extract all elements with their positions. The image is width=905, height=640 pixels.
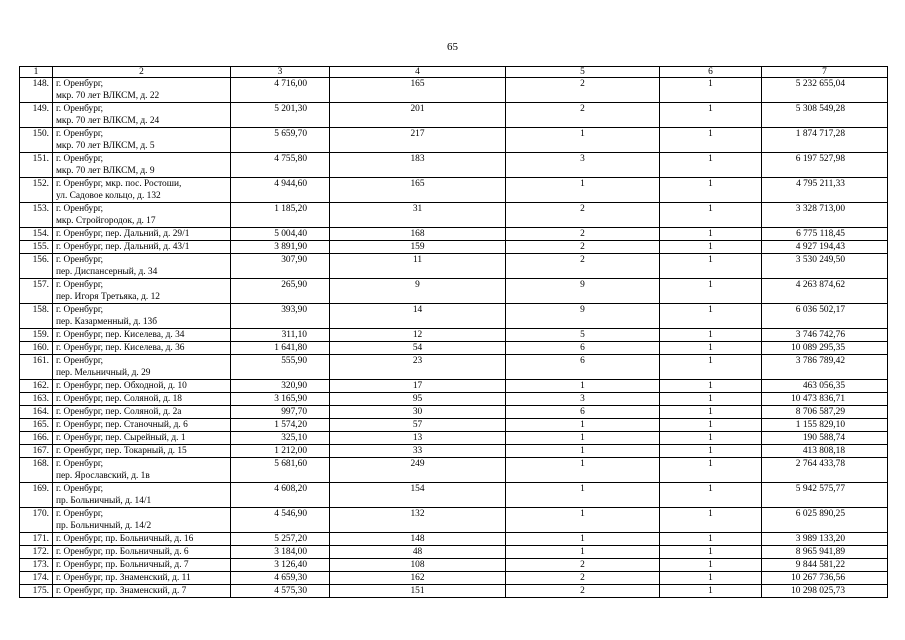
column-6-cell: 1 [660,406,762,419]
address-line: г. Оренбург, [56,129,104,139]
column-5-cell: 1 [506,483,660,508]
count-cell: 159 [330,241,506,254]
column-5-cell: 2 [506,228,660,241]
address-line: г. Оренбург, [56,509,104,519]
column-5-cell: 3 [506,393,660,406]
column-5-cell: 9 [506,279,660,304]
count-cell: 23 [330,355,506,380]
table-row [20,483,888,508]
table-row [20,572,888,585]
table-row [20,279,888,304]
row-number-cell: 155. [20,241,53,254]
address-line: г. Оренбург, [56,104,104,114]
amount-cell: 3 530 249,50 [762,254,888,279]
column-number: 7 [762,67,888,78]
address-cell [53,254,231,279]
table-row [20,546,888,559]
count-cell: 31 [330,203,506,228]
address-line: пер. Мельничный, д. 29 [56,368,151,378]
address-line: мкр. 70 лет ВЛКСМ, д. 9 [56,166,155,176]
row-number-cell: 174. [20,572,53,585]
address-cell [53,533,231,546]
address-line: г. Оренбург, [56,280,104,290]
address-cell [53,153,231,178]
count-cell: 108 [330,559,506,572]
address-line: г. Оренбург, пер. Киселева, д. 36 [56,343,185,353]
count-cell: 54 [330,342,506,355]
count-cell: 165 [330,178,506,203]
amount-cell: 6 036 502,17 [762,304,888,329]
count-cell: 33 [330,445,506,458]
area-cell: 1 574,20 [231,419,330,432]
address-line: г. Оренбург, пер. Обходной, д. 10 [56,381,187,391]
amount-cell: 8 965 941,89 [762,546,888,559]
amount-cell: 3 989 133,20 [762,533,888,546]
row-number-cell: 170. [20,508,53,533]
row-number-cell: 167. [20,445,53,458]
address-line: г. Оренбург, [56,459,104,469]
address-cell [53,380,231,393]
amount-cell: 4 795 211,33 [762,178,888,203]
row-number-cell: 158. [20,304,53,329]
row-number-cell: 175. [20,585,53,598]
row-number-cell: 164. [20,406,53,419]
row-number-cell: 162. [20,380,53,393]
address-line: г. Оренбург, пр. Больничный, д. 16 [56,534,194,544]
column-number: 3 [231,67,330,78]
count-cell: 11 [330,254,506,279]
table-row [20,342,888,355]
address-line: г. Оренбург, пер. Сырейный, д. 1 [56,433,186,443]
table-row [20,254,888,279]
column-6-cell: 1 [660,279,762,304]
row-number-cell: 154. [20,228,53,241]
column-6-cell: 1 [660,254,762,279]
address-cell [53,393,231,406]
address-line: г. Оренбург, [56,356,104,366]
count-cell: 165 [330,78,506,103]
count-cell: 30 [330,406,506,419]
address-line: г. Оренбург, [56,79,104,89]
area-cell: 1 212,00 [231,445,330,458]
column-5-cell: 1 [506,419,660,432]
address-cell [53,329,231,342]
address-line: г. Оренбург, пер. Токарный, д. 15 [56,446,187,456]
address-cell [53,178,231,203]
address-line: г. Оренбург, [56,255,104,265]
area-cell: 4 716,00 [231,78,330,103]
amount-cell: 3 786 789,42 [762,355,888,380]
address-cell [53,419,231,432]
address-cell [53,304,231,329]
area-cell: 4 944,60 [231,178,330,203]
table-row [20,559,888,572]
column-6-cell: 1 [660,533,762,546]
column-6-cell: 1 [660,585,762,598]
area-cell: 555,90 [231,355,330,380]
table-row [20,432,888,445]
area-cell: 3 126,40 [231,559,330,572]
amount-cell: 10 473 836,71 [762,393,888,406]
area-cell: 5 257,20 [231,533,330,546]
column-6-cell: 1 [660,445,762,458]
address-cell [53,241,231,254]
amount-cell: 9 844 581,22 [762,559,888,572]
column-6-cell: 1 [660,458,762,483]
count-cell: 201 [330,103,506,128]
area-cell: 393,90 [231,304,330,329]
column-6-cell: 1 [660,103,762,128]
table-row [20,406,888,419]
count-cell: 14 [330,304,506,329]
column-6-cell: 1 [660,380,762,393]
address-line: г. Оренбург, пр. Знаменский, д. 7 [56,586,187,596]
address-cell [53,508,231,533]
table-row [20,178,888,203]
column-5-cell: 1 [506,178,660,203]
column-6-cell: 1 [660,153,762,178]
area-cell: 5 681,60 [231,458,330,483]
address-line: г. Оренбург, [56,204,104,214]
address-cell [53,483,231,508]
count-cell: 151 [330,585,506,598]
count-cell: 168 [330,228,506,241]
address-cell [53,355,231,380]
row-number-cell: 166. [20,432,53,445]
column-6-cell: 1 [660,355,762,380]
column-6-cell: 1 [660,432,762,445]
amount-cell: 10 267 736,56 [762,572,888,585]
table-row [20,241,888,254]
area-cell: 320,90 [231,380,330,393]
address-line: г. Оренбург, [56,484,104,494]
address-line: мкр. 70 лет ВЛКСМ, д. 22 [56,91,160,101]
address-cell [53,406,231,419]
address-line: г. Оренбург, пер. Киселева, д. 34 [56,330,185,340]
address-line: пер. Диспансерный, д. 34 [56,267,158,277]
count-cell: 48 [330,546,506,559]
address-line: г. Оренбург, [56,305,104,315]
address-line: пер. Игоря Третьяка, д. 12 [56,292,160,302]
column-6-cell: 1 [660,128,762,153]
count-cell: 95 [330,393,506,406]
amount-cell: 4 927 194,43 [762,241,888,254]
row-number-cell: 160. [20,342,53,355]
table-row [20,355,888,380]
table-row [20,228,888,241]
column-5-cell: 1 [506,128,660,153]
area-cell: 4 575,30 [231,585,330,598]
count-cell: 217 [330,128,506,153]
address-cell [53,445,231,458]
column-6-cell: 1 [660,546,762,559]
address-cell [53,203,231,228]
count-cell: 57 [330,419,506,432]
area-cell: 4 546,90 [231,508,330,533]
amount-cell: 3 328 713,00 [762,203,888,228]
amount-cell: 190 588,74 [762,432,888,445]
column-5-cell: 6 [506,342,660,355]
address-line: пер. Казарменный, д. 13б [56,317,157,327]
column-6-cell: 1 [660,228,762,241]
column-5-cell: 2 [506,254,660,279]
column-5-cell: 1 [506,380,660,393]
column-5-cell: 2 [506,559,660,572]
address-line: мкр. 70 лет ВЛКСМ, д. 24 [56,116,160,126]
address-line: г. Оренбург, мкр. пос. Ростоши, [56,179,182,189]
table-row [20,419,888,432]
column-5-cell: 2 [506,103,660,128]
column-5-cell: 9 [506,304,660,329]
address-line: пр. Больничный, д. 14/2 [56,521,152,531]
count-cell: 9 [330,279,506,304]
area-cell: 1 641,80 [231,342,330,355]
count-cell: 13 [330,432,506,445]
address-line: ул. Садовое кольцо, д. 132 [56,191,161,201]
registry-table [19,66,888,598]
table-row [20,329,888,342]
row-number-cell: 148. [20,78,53,103]
column-6-cell: 1 [660,393,762,406]
address-line: г. Оренбург, пер. Дальний, д. 43/1 [56,242,190,252]
address-cell [53,228,231,241]
column-5-cell: 6 [506,406,660,419]
area-cell: 4 659,30 [231,572,330,585]
column-5-cell: 1 [506,445,660,458]
address-line: г. Оренбург, пер. Станочный, д. 6 [56,420,188,430]
address-cell [53,78,231,103]
address-cell [53,103,231,128]
count-cell: 249 [330,458,506,483]
amount-cell: 1 155 829,10 [762,419,888,432]
table-row [20,380,888,393]
address-cell [53,559,231,572]
table-row [20,304,888,329]
table-row [20,153,888,178]
area-cell: 997,70 [231,406,330,419]
column-number: 2 [53,67,231,78]
area-cell: 4 755,80 [231,153,330,178]
amount-cell: 413 808,18 [762,445,888,458]
column-6-cell: 1 [660,178,762,203]
column-6-cell: 1 [660,342,762,355]
column-5-cell: 1 [506,458,660,483]
table-row [20,508,888,533]
row-number-cell: 149. [20,103,53,128]
row-number-cell: 168. [20,458,53,483]
count-cell: 17 [330,380,506,393]
table-row [20,445,888,458]
column-5-cell: 2 [506,585,660,598]
row-number-cell: 165. [20,419,53,432]
column-5-cell: 3 [506,153,660,178]
count-cell: 154 [330,483,506,508]
count-cell: 148 [330,533,506,546]
table-row [20,393,888,406]
column-5-cell: 1 [506,508,660,533]
row-number-cell: 153. [20,203,53,228]
amount-cell: 5 942 575,77 [762,483,888,508]
address-line: г. Оренбург, пр. Знаменский, д. 11 [56,573,191,583]
area-cell: 265,90 [231,279,330,304]
area-cell: 5 201,30 [231,103,330,128]
address-cell [53,585,231,598]
area-cell: 5 659,70 [231,128,330,153]
row-number-cell: 151. [20,153,53,178]
table-row [20,533,888,546]
column-5-cell: 5 [506,329,660,342]
amount-cell: 5 308 549,28 [762,103,888,128]
address-cell [53,458,231,483]
column-5-cell: 6 [506,355,660,380]
column-5-cell: 2 [506,78,660,103]
address-line: г. Оренбург, пер. Соляной, д. 2а [56,407,182,417]
address-cell [53,546,231,559]
amount-cell: 463 056,35 [762,380,888,393]
count-cell: 183 [330,153,506,178]
address-line: г. Оренбург, пер. Соляной, д. 18 [56,394,182,404]
column-6-cell: 1 [660,304,762,329]
row-number-cell: 157. [20,279,53,304]
amount-cell: 10 089 295,35 [762,342,888,355]
column-6-cell: 1 [660,241,762,254]
page-number: 65 [447,41,458,53]
row-number-cell: 156. [20,254,53,279]
amount-cell: 6 197 527,98 [762,153,888,178]
amount-cell: 4 263 874,62 [762,279,888,304]
row-number-cell: 171. [20,533,53,546]
column-6-cell: 1 [660,78,762,103]
column-6-cell: 1 [660,483,762,508]
area-cell: 3 184,00 [231,546,330,559]
address-cell [53,432,231,445]
table-row [20,128,888,153]
table-row [20,78,888,103]
column-6-cell: 1 [660,203,762,228]
row-number-cell: 161. [20,355,53,380]
row-number-cell: 150. [20,128,53,153]
count-cell: 162 [330,572,506,585]
column-5-cell: 1 [506,546,660,559]
row-number-cell: 152. [20,178,53,203]
address-line: пр. Больничный, д. 14/1 [56,496,152,506]
amount-cell: 1 874 717,28 [762,128,888,153]
address-cell [53,128,231,153]
amount-cell: 10 298 025,73 [762,585,888,598]
amount-cell: 3 746 742,76 [762,329,888,342]
amount-cell: 5 232 655,04 [762,78,888,103]
column-6-cell: 1 [660,559,762,572]
column-number: 4 [330,67,506,78]
row-number-cell: 159. [20,329,53,342]
area-cell: 3 165,90 [231,393,330,406]
address-line: г. Оренбург, пр. Больничный, д. 6 [56,547,189,557]
row-number-cell: 173. [20,559,53,572]
column-5-cell: 2 [506,572,660,585]
column-5-cell: 2 [506,241,660,254]
address-line: г. Оренбург, пер. Дальний, д. 29/1 [56,229,190,239]
table-row [20,203,888,228]
area-cell: 3 891,90 [231,241,330,254]
row-number-cell: 163. [20,393,53,406]
address-cell [53,572,231,585]
area-cell: 307,90 [231,254,330,279]
count-cell: 132 [330,508,506,533]
address-cell [53,279,231,304]
address-line: мкр. 70 лет ВЛКСМ, д. 5 [56,141,155,151]
address-line: пер. Ярославский, д. 1в [56,471,150,481]
area-cell: 325,10 [231,432,330,445]
amount-cell: 6 025 890,25 [762,508,888,533]
area-cell: 311,10 [231,329,330,342]
column-5-cell: 1 [506,533,660,546]
row-number-cell: 172. [20,546,53,559]
area-cell: 1 185,20 [231,203,330,228]
column-5-cell: 1 [506,432,660,445]
column-6-cell: 1 [660,572,762,585]
column-number: 1 [20,67,53,78]
column-6-cell: 1 [660,508,762,533]
address-line: г. Оренбург, [56,154,104,164]
column-6-cell: 1 [660,419,762,432]
count-cell: 12 [330,329,506,342]
table-row [20,103,888,128]
table-row [20,458,888,483]
column-6-cell: 1 [660,329,762,342]
column-number: 5 [506,67,660,78]
amount-cell: 8 706 587,29 [762,406,888,419]
column-number-row [20,67,888,78]
address-line: мкр. Стройгородок, д. 17 [56,216,156,226]
amount-cell: 6 775 118,45 [762,228,888,241]
amount-cell: 2 764 433,78 [762,458,888,483]
row-number-cell: 169. [20,483,53,508]
column-5-cell: 2 [506,203,660,228]
area-cell: 4 608,20 [231,483,330,508]
area-cell: 5 004,40 [231,228,330,241]
address-cell [53,342,231,355]
table-row [20,585,888,598]
address-line: г. Оренбург, пр. Больничный, д. 7 [56,560,189,570]
column-number: 6 [660,67,762,78]
